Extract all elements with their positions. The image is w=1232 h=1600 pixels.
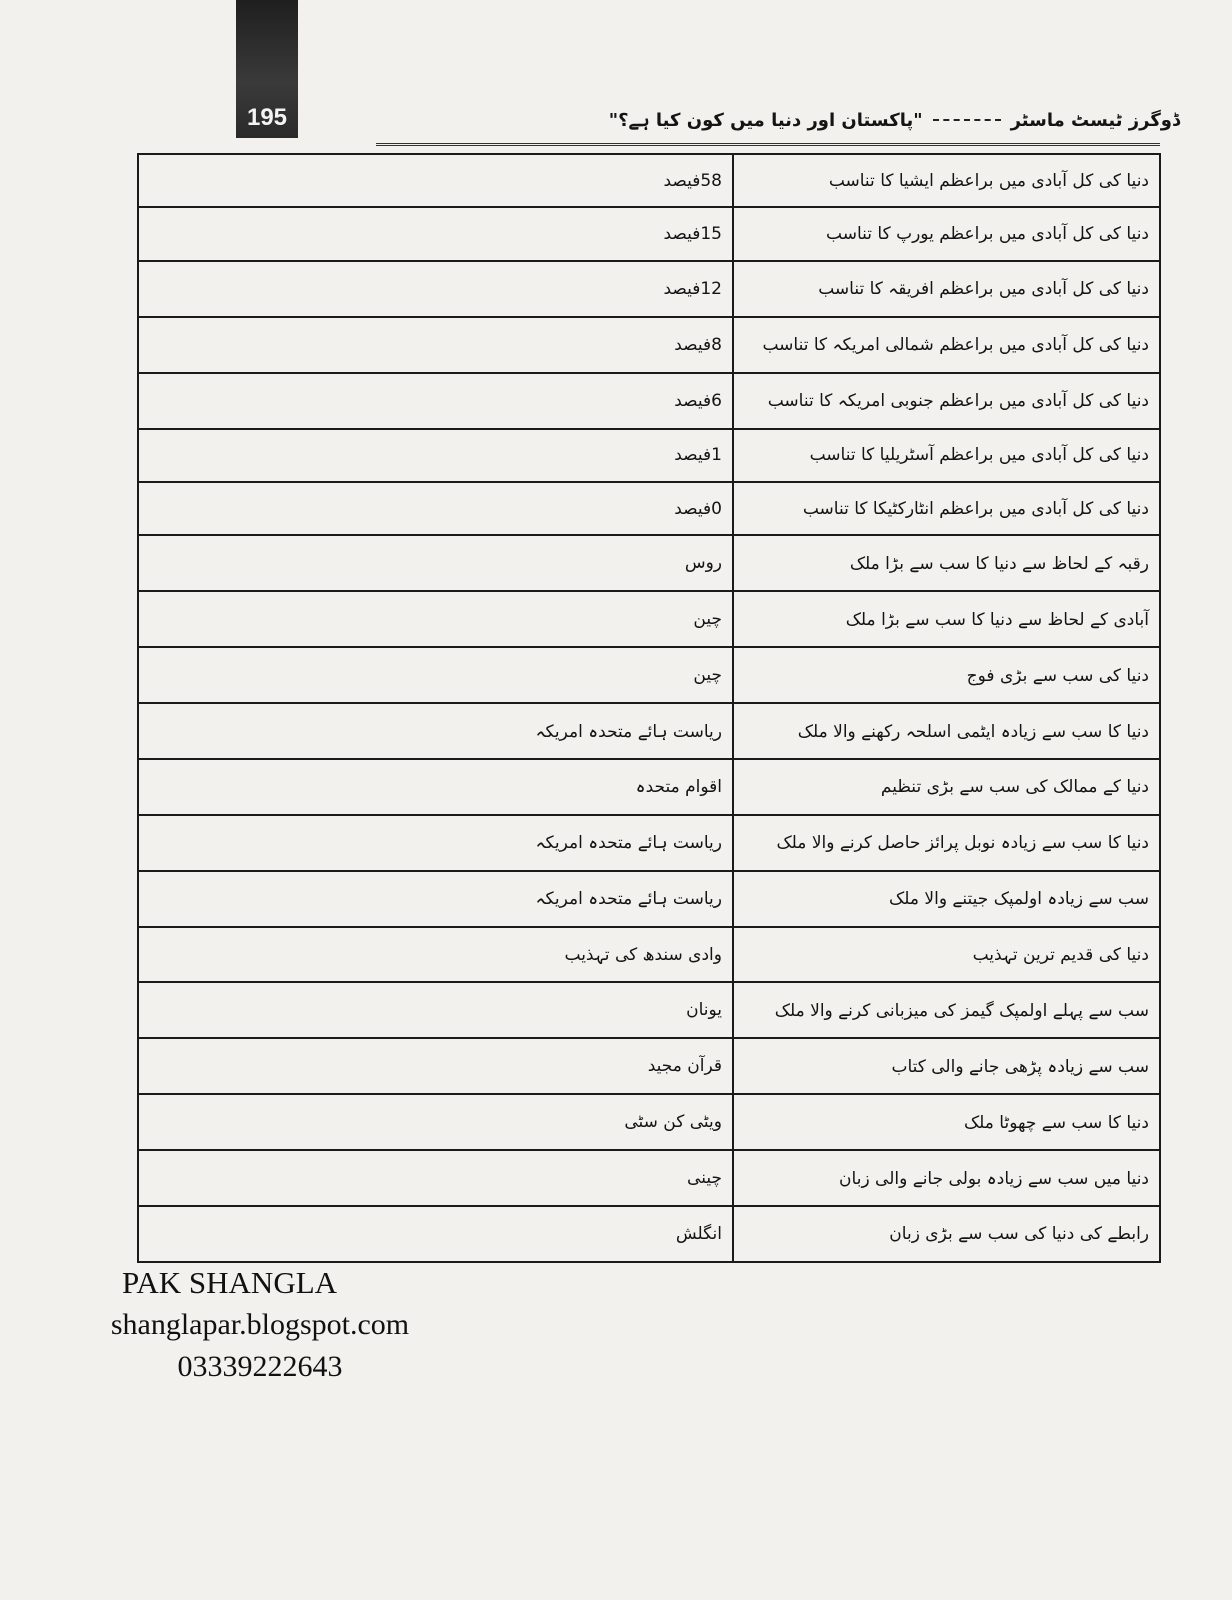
question-cell: دنیا کی سب سے بڑی فوج: [733, 647, 1160, 703]
table-row: [138, 815, 1160, 871]
table-row: [138, 373, 1160, 429]
table-row: [138, 317, 1160, 373]
answer-cell: چین: [138, 591, 733, 647]
question-cell: دنیا کی کل آبادی میں براعظم افریقہ کا تناسب: [733, 261, 1160, 317]
running-header: [590, 100, 1180, 140]
answer-cell: 15فیصد: [138, 207, 733, 260]
watermark-blog-url: shanglapar.blogspot.com: [110, 1308, 410, 1341]
table-row: [138, 927, 1160, 983]
table-row: [138, 1038, 1160, 1094]
question-cell: دنیا کی کل آبادی میں براعظم ایشیا کا تناسب: [733, 154, 1160, 207]
question-cell: دنیا کا سب سے زیادہ ایٹمی اسلحہ رکھنے والا ملک: [733, 703, 1160, 759]
question-cell: سب سے زیادہ پڑھی جانے والی کتاب: [733, 1038, 1160, 1094]
table-row: [138, 535, 1160, 591]
answer-cell: انگلش: [138, 1206, 733, 1262]
answer-cell: ویٹی کن سٹی: [138, 1094, 733, 1150]
answer-cell: 6فیصد: [138, 373, 733, 429]
table-row: [138, 207, 1160, 260]
header-rule: [376, 143, 1160, 146]
page-number: 195: [246, 104, 288, 131]
table-row: [138, 1150, 1160, 1206]
chapter-title: "پاکستان اور دنیا میں کون کیا ہے؟": [608, 109, 923, 131]
question-cell: دنیا کا سب سے زیادہ نوبل پرائز حاصل کرنے والا ملک: [733, 815, 1160, 871]
table-row: [138, 261, 1160, 317]
question-cell: سب سے پہلے اولمپک گیمز کی میزبانی کرنے والا ملک: [733, 982, 1160, 1038]
answer-cell: اقوام متحدہ: [138, 759, 733, 815]
question-cell: دنیا کی کل آبادی میں براعظم جنوبی امریکہ کا تناسب: [733, 373, 1160, 429]
answer-cell: 0فیصد: [138, 482, 733, 535]
table-row: [138, 482, 1160, 535]
answer-cell: چین: [138, 647, 733, 703]
header-dash-separator: [933, 119, 1001, 121]
answer-cell: وادی سندھ کی تہذیب: [138, 927, 733, 983]
question-cell: دنیا کی کل آبادی میں براعظم یورپ کا تناسب: [733, 207, 1160, 260]
question-cell: سب سے زیادہ اولمپک جیتنے والا ملک: [733, 871, 1160, 927]
question-cell: دنیا کی کل آبادی میں براعظم انٹارکٹیکا کا تناسب: [733, 482, 1160, 535]
question-cell: رقبہ کے لحاظ سے دنیا کا سب سے بڑا ملک: [733, 535, 1160, 591]
answer-cell: 12فیصد: [138, 261, 733, 317]
question-cell: دنیا کا سب سے چھوٹا ملک: [733, 1094, 1160, 1150]
table-row: [138, 591, 1160, 647]
answer-cell: 1فیصد: [138, 429, 733, 482]
watermark-name: PAK SHANGLA: [122, 1265, 338, 1300]
question-cell: دنیا کی قدیم ترین تہذیب: [733, 927, 1160, 983]
watermark-phone: 03339222643: [177, 1350, 343, 1383]
question-cell: دنیا کی کل آبادی میں براعظم شمالی امریکہ کا تناسب: [733, 317, 1160, 373]
table-row: [138, 154, 1160, 207]
question-cell: رابطے کی دنیا کی سب سے بڑی زبان: [733, 1206, 1160, 1262]
book-title: ڈوگرز ٹیسٹ ماسٹر: [1010, 109, 1180, 131]
facts-table: [137, 153, 1161, 1263]
answer-cell: ریاست ہائے متحدہ امریکہ: [138, 815, 733, 871]
answer-cell: ریاست ہائے متحدہ امریکہ: [138, 871, 733, 927]
table-row: [138, 429, 1160, 482]
answer-cell: چینی: [138, 1150, 733, 1206]
facts-table-container: [137, 153, 1161, 1263]
watermark: [40, 1262, 480, 1388]
answer-cell: ریاست ہائے متحدہ امریکہ: [138, 703, 733, 759]
table-row: [138, 1206, 1160, 1262]
table-row: [138, 1094, 1160, 1150]
answer-cell: قرآن مجید: [138, 1038, 733, 1094]
table-row: [138, 759, 1160, 815]
question-cell: دنیا میں سب سے زیادہ بولی جانے والی زبان: [733, 1150, 1160, 1206]
question-cell: دنیا کی کل آبادی میں براعظم آسٹریلیا کا تناسب: [733, 429, 1160, 482]
table-row: [138, 871, 1160, 927]
answer-cell: 8فیصد: [138, 317, 733, 373]
question-cell: آبادی کے لحاظ سے دنیا کا سب سے بڑا ملک: [733, 591, 1160, 647]
answer-cell: روس: [138, 535, 733, 591]
question-cell: دنیا کے ممالک کی سب سے بڑی تنظیم: [733, 759, 1160, 815]
table-row: [138, 703, 1160, 759]
answer-cell: 58فیصد: [138, 154, 733, 207]
answer-cell: یونان: [138, 982, 733, 1038]
table-row: [138, 647, 1160, 703]
table-row: [138, 982, 1160, 1038]
